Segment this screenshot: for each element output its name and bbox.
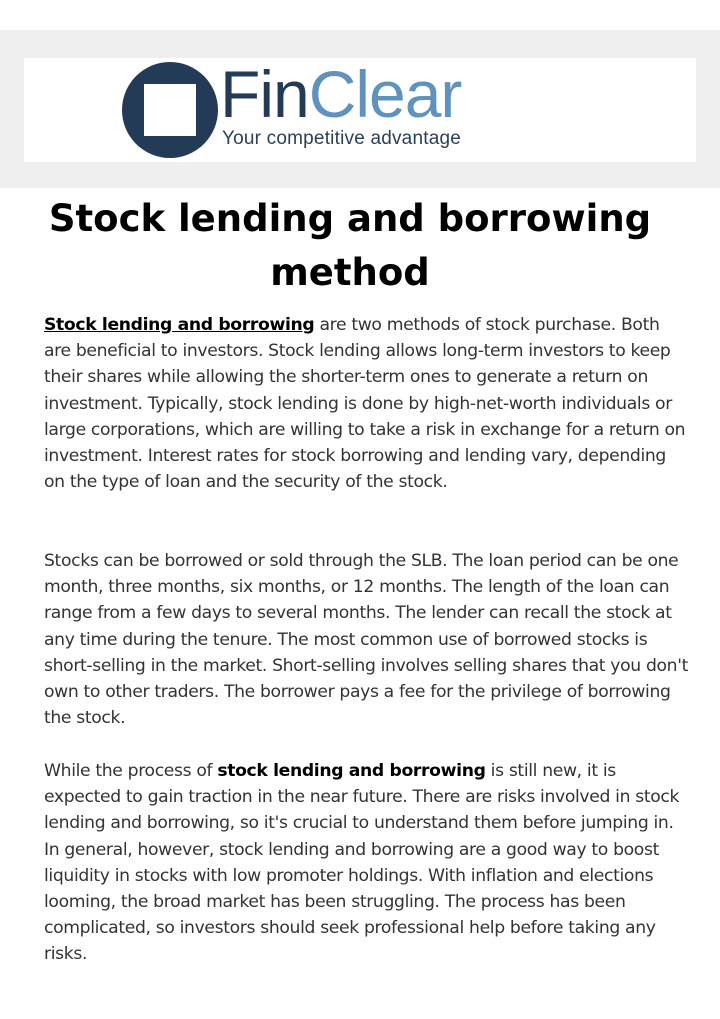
paragraph-3-after: is still new, it is expected to gain traction in the near future. There are risks involved in stock lending and borrowing, so it's crucial to understand them before jumping in. In general, however, stock lending and borrowing are a good way to boost liquidity in stocks with low promoter holdings. With inflation and elections looming, the broad market has been struggling. The process has been complicated, so investors should seek professional help before taking any risks. — [44, 761, 680, 965]
title-line-1: Stock lending and borrowing — [48, 197, 652, 240]
logo-brand-clear: Clear — [308, 57, 462, 131]
logo-square-icon — [120, 60, 220, 160]
article-title — [0, 192, 700, 300]
logo-tagline: Your competitive advantage — [222, 128, 461, 149]
header-band — [0, 30, 720, 188]
paragraph-3 — [44, 758, 690, 968]
logo-wordmark — [220, 56, 461, 132]
paragraph-1 — [44, 312, 690, 495]
paragraph-3-bold: stock lending and borrowing — [217, 761, 486, 781]
paragraph-3-before: While the process of — [44, 761, 218, 781]
paragraph-2: Stocks can be borrowed or sold through the SLB. The loan period can be one month, three months, six months, or 12 months. The length of the loan can range from a few days to several months. The lender can recall the stock at any time during the tenure. The most common use of borrowed stocks is short-selling in the market. Short-selling involves selling shares that you don't own to other traders. The borrower pays a fee for the privilege of borrowing the stock. — [44, 551, 688, 729]
title-line-2: method — [270, 251, 430, 294]
logo-brand-fin: Fin — [220, 57, 309, 131]
logo[interactable] — [24, 58, 696, 162]
stock-lending-link[interactable]: Stock lending and borrowing — [44, 315, 315, 335]
paragraph-1-text: are two methods of stock purchase. Both are beneficial to investors. Stock lending allows long-term investors to keep their shares while allowing the shorter-term ones to generate a return on investment. Typically, stock lending is done by high-net-worth individuals or large corporations, which are willing to take a risk in exchange for a return on investment. Interest rates for stock borrowing and lending vary, depending on the type of loan and the security of the stock. — [44, 315, 686, 493]
